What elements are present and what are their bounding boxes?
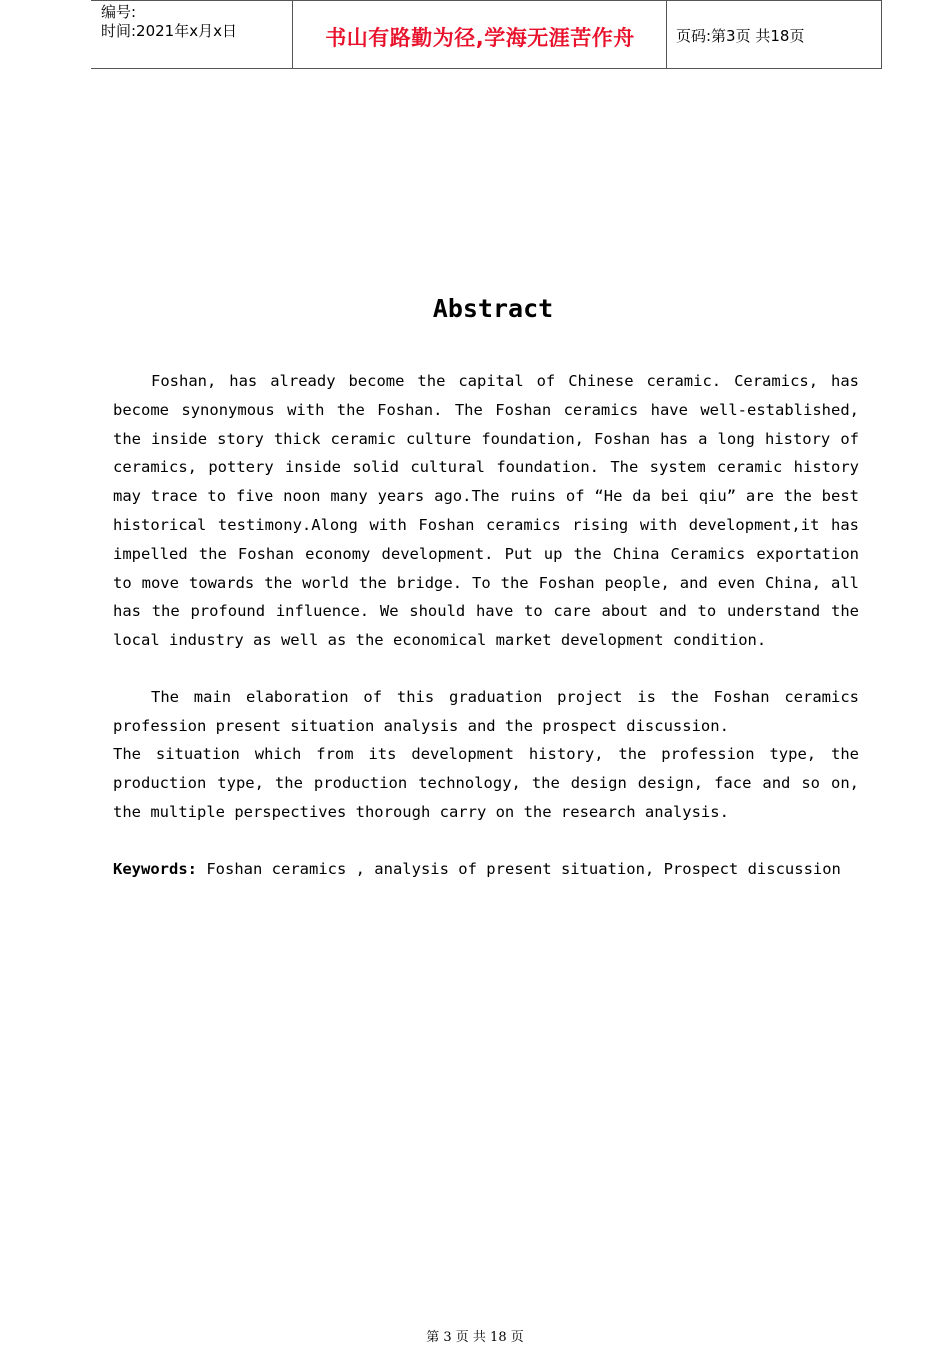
abstract-paragraph-3: The situation which from its development history, the profession type, the production type, the production technology, the design design, face and so on, the multiple perspectives thorough carry on the research analysis. xyxy=(113,745,859,821)
document-number-label: 编号: xyxy=(101,3,137,21)
header-meta xyxy=(101,3,237,41)
keywords-label: Keywords: xyxy=(113,860,197,878)
header-divider-left xyxy=(292,0,293,68)
header-top-border xyxy=(91,0,882,1)
document-time-label: 时间:2021年x月x日 xyxy=(101,22,237,40)
header-bottom-border xyxy=(91,68,882,69)
header-divider-right xyxy=(666,0,667,68)
header-motto: 书山有路勤为径,学海无涯苦作舟 xyxy=(325,26,635,50)
footer-page-number: 第 3 页 共 18 页 xyxy=(426,1330,524,1345)
keywords-text: Foshan ceramics , analysis of present situation, Prospect discussion xyxy=(197,860,841,878)
abstract-title: Abstract xyxy=(432,294,554,323)
keywords-line xyxy=(113,855,859,884)
header-edge-right xyxy=(881,0,882,68)
header-page-info: 页码:第3页 共18页 xyxy=(676,27,805,45)
abstract-paragraph-2: The main elaboration of this graduation project is the Foshan ceramics profession present situation analysis and the prospect discussion. xyxy=(113,688,859,735)
abstract-paragraph-1: Foshan, has already become the capital of Chinese ceramic. Ceramics, has become synonymous with the Foshan. The Foshan ceramics have well-established, the inside story thick ceramic culture foundation, Foshan has a long history of ceramics, pottery inside solid cultural foundation. The system ceramic history may trace to five noon many years ago.The ruins of “He da bei qiu” are the best historical testimony.Along with Foshan ceramics rising with development,it has impelled the Foshan economy development. Put up the China Ceramics exportation to move towards the world the bridge. To the Foshan people, and even China, all has the profound influence. We should have to care about and to understand the local industry as well as the economical market development condition. xyxy=(113,372,859,650)
